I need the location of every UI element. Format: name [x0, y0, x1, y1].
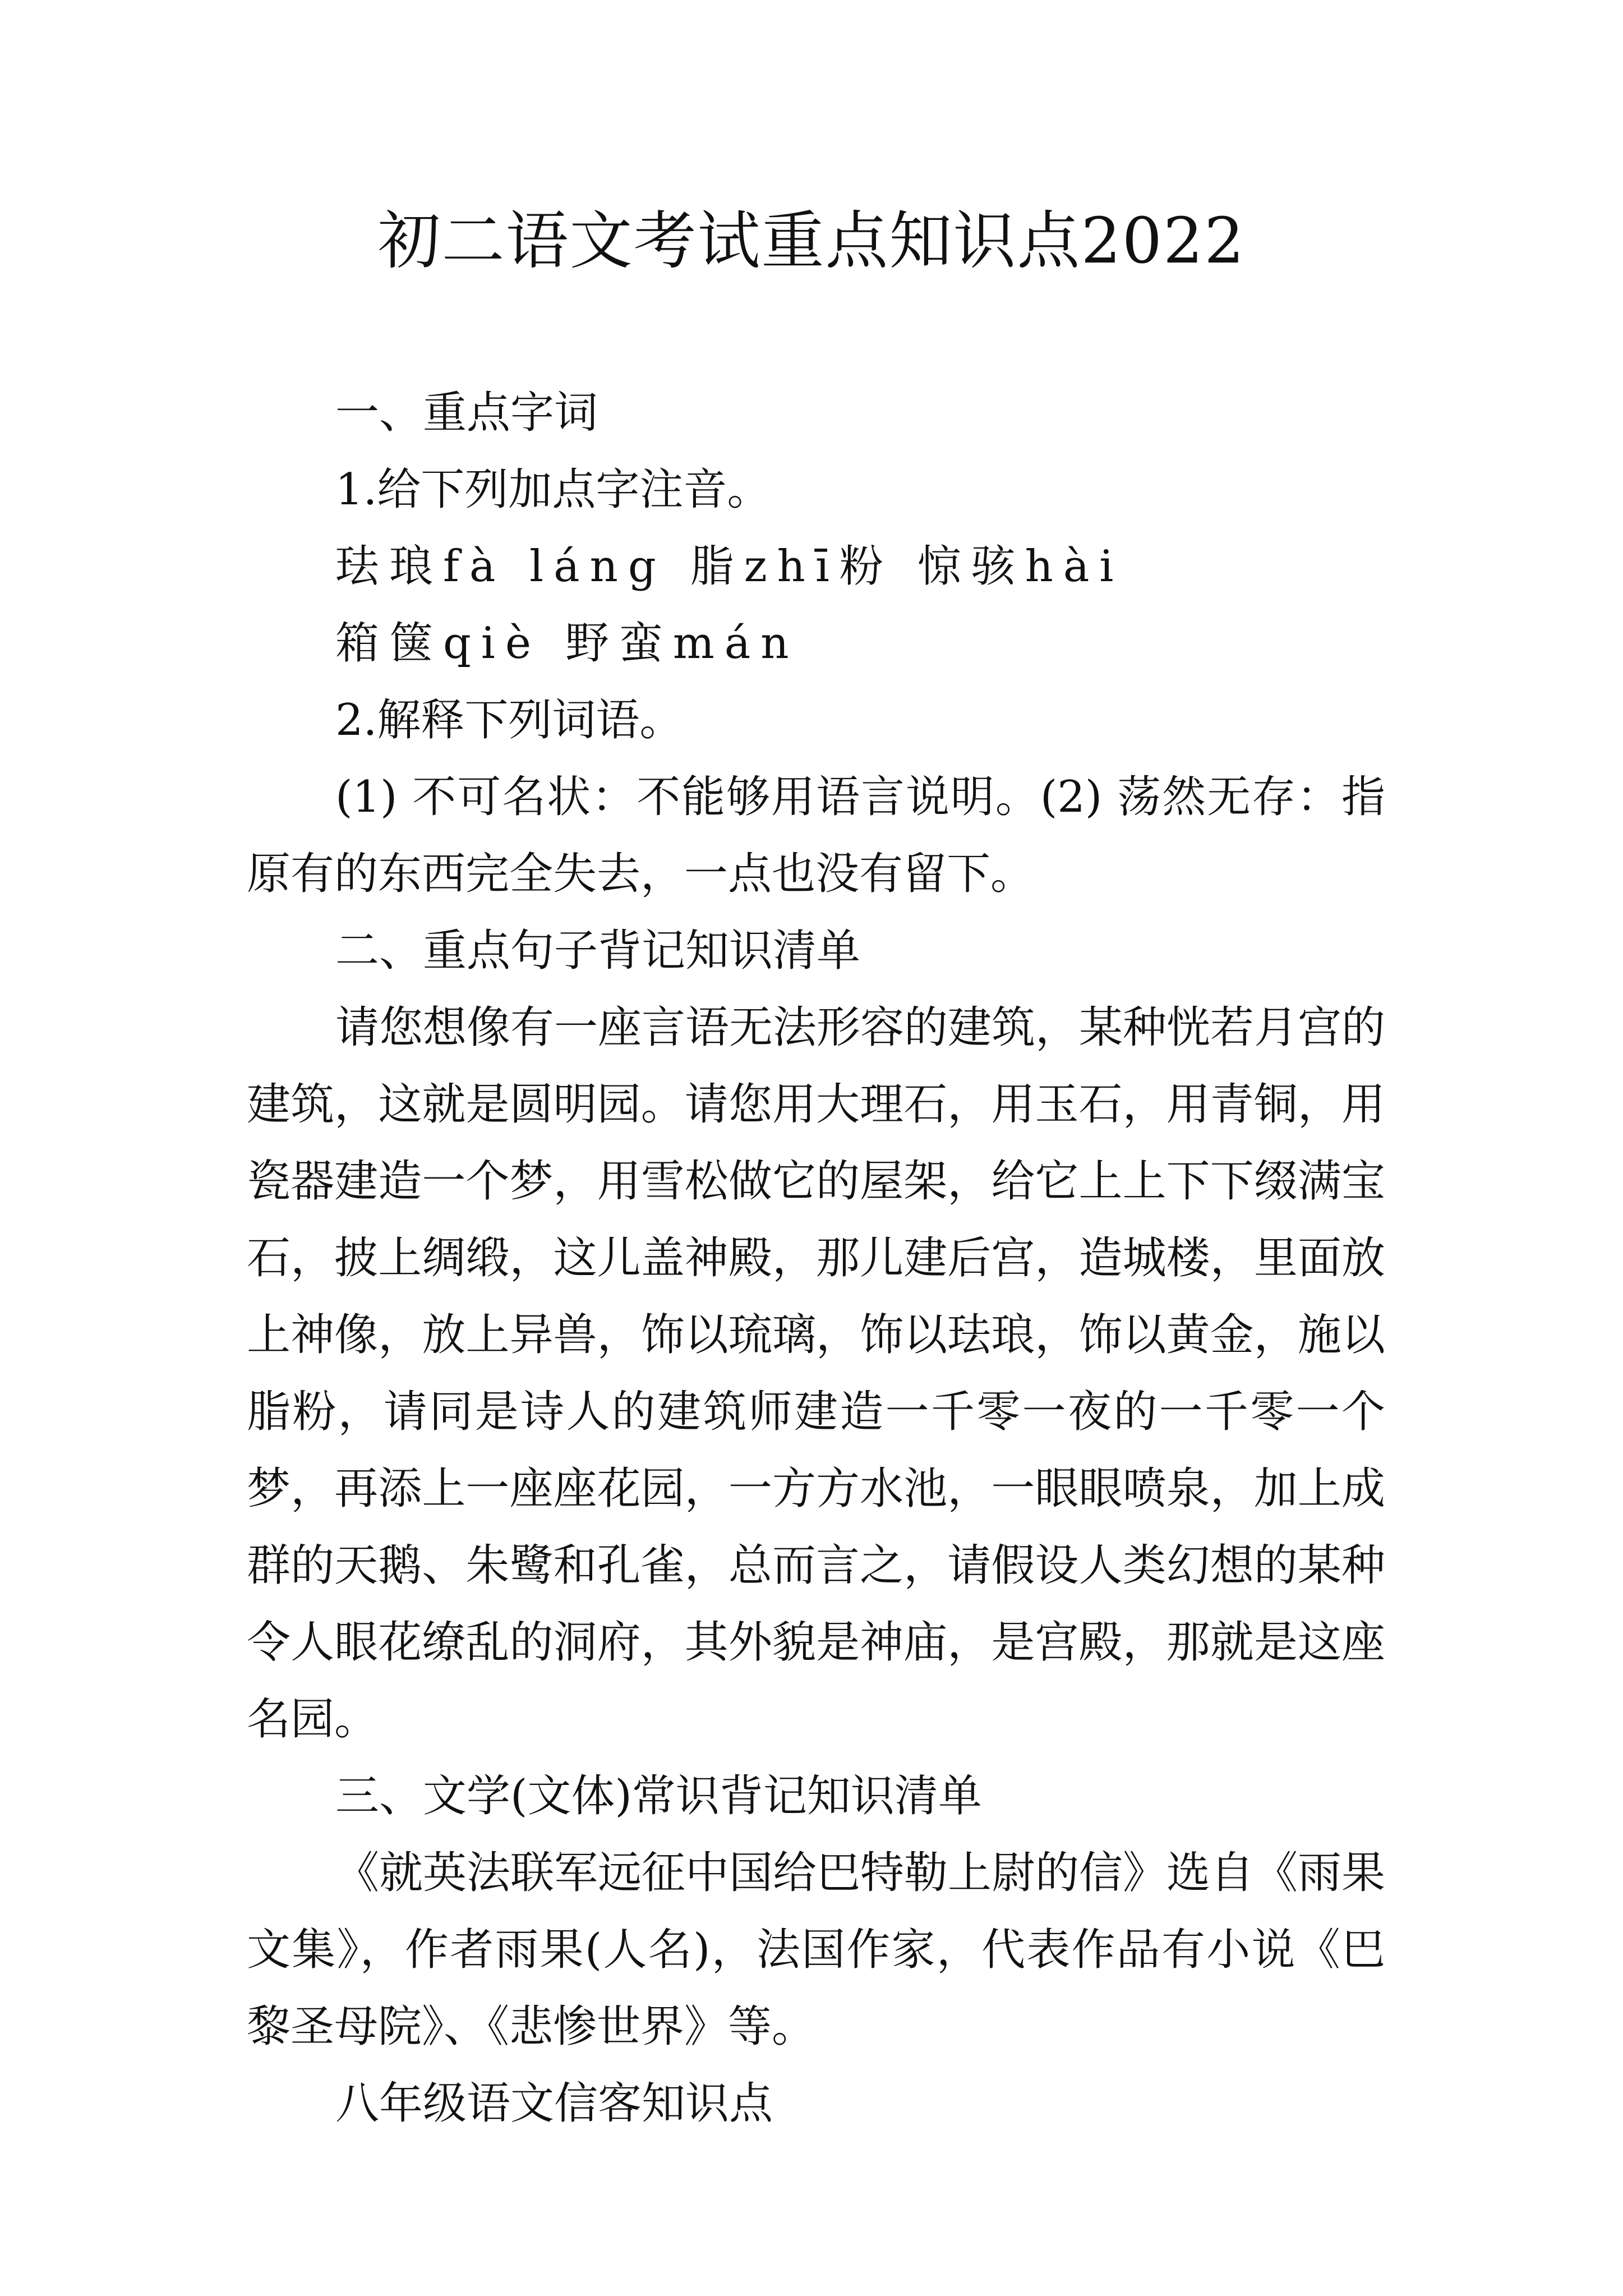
section-heading-key-words: 一、重点字词 — [335, 388, 598, 438]
document-body — [247, 375, 1385, 2142]
section-heading-literature: 三、文学(文体)常识背记知识清单 — [335, 1771, 982, 1821]
pinyin-line-1: 珐琅fà láng 脂zhī粉 惊骇hài — [335, 541, 1124, 592]
word-explanations: (1) 不可名状：不能够用语言说明。(2) 荡然无存：指原有的东西完全失去，一点也没有留下。 — [247, 772, 1385, 899]
pinyin-line-2: 箱箧qiè 野蛮mán — [335, 618, 799, 669]
question-explain-heading: 2.解释下列词语。 — [335, 695, 684, 746]
section-heading-xinke: 八年级语文信客知识点 — [335, 2078, 773, 2129]
section-heading-key-sentences: 二、重点句子背记知识清单 — [335, 926, 861, 976]
document-title: 初二语文考试重点知识点2022 — [377, 205, 1246, 278]
literature-knowledge: 《就英法联军远征中国给巴特勒上尉的信》选自《雨果文集》，作者雨果(人名)，法国作家，代表作品有小说《巴黎圣母院》、《悲惨世界》等。 — [247, 1848, 1386, 2052]
question-pinyin-heading: 1.给下列加点字注音。 — [335, 464, 771, 515]
key-sentence-passage: 请您想像有一座言语无法形容的建筑，某种恍若月宫的建筑，这就是圆明园。请您用大理石，用玉石，用青铜，用瓷器建造一个梦，用雪松做它的屋架，给它上上下下缀满宝石，披上绸缎，这儿盖神殿，那儿建后宫，造城楼，里面放上神像，放上异兽，饰以琉璃，饰以珐琅，饰以黄金，施以脂粉，请同是诗人的建筑师建造一千零一夜的一千零一个梦，再添上一座座花园，一方方水池，一眼眼喷泉，加上成群的天鹅、朱鹭和孔雀，总而言之，请假设人类幻想的某种令人眼花缭乱的洞府，其外貌是神庙，是宫殿，那就是这座名园。 — [247, 1002, 1386, 1745]
